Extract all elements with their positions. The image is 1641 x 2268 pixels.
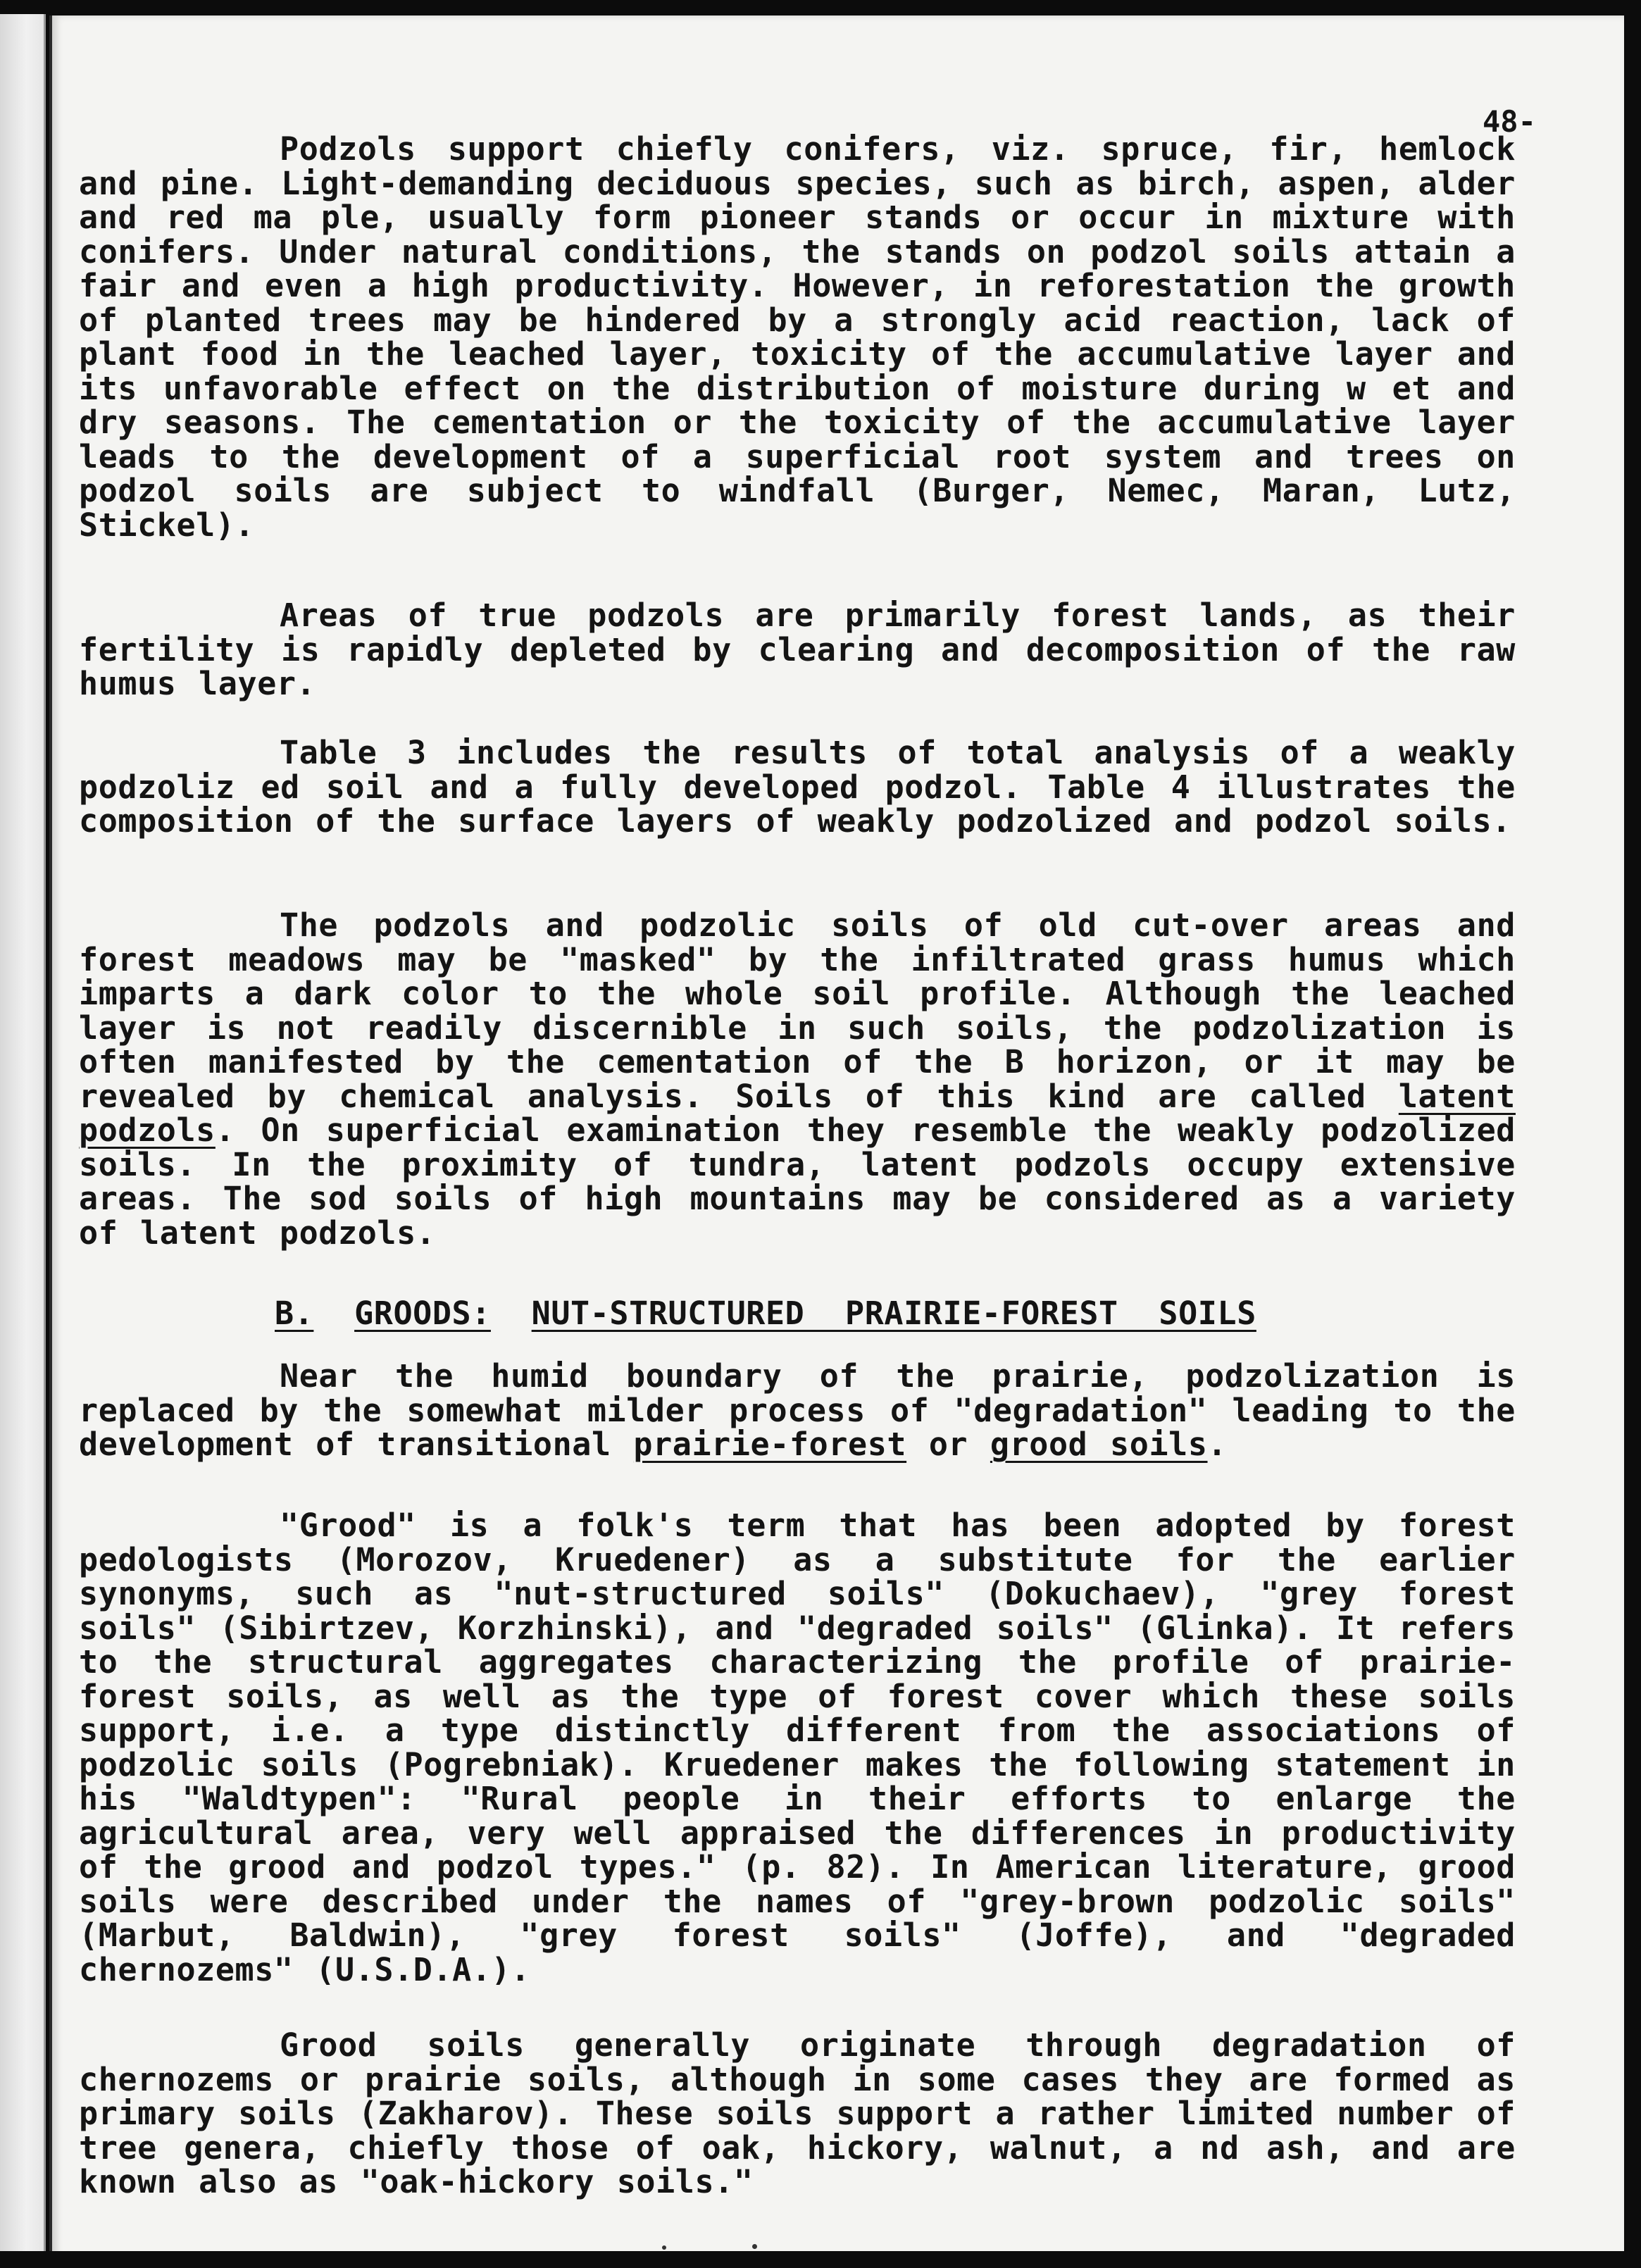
paragraph-grood-origin: Grood soils generally originate through degradation of chernozems or prairie soils, although in some cases they are formed as primary soils (Zakharov). These soils support a rather limited number of tree genera, chiefly those of oak, hickory, walnut, a nd ash, and are known also as "oak-hickory soils.": [79, 2026, 1516, 2200]
term-latent-podzols: latent podzols: [79, 1077, 1516, 1149]
paragraph-degradation: Near the humid boundary of the prairie, podzolization is replaced by the somewhat milder process of "degradation" leading to the development of transitional prairie-forest or grood soils.: [79, 1357, 1516, 1463]
paragraph-true-podzols: Areas of true podzols are primarily forest lands, as their fertility is rapidly depleted by clearing and decomposition of the raw humus layer.: [79, 597, 1516, 702]
paragraph-tables: Table 3 includes the results of total analysis of a weakly podzoliz ed soil and a fully developed podzol. Table 4 illustrates the composition of the surface layers of weakly podzolized and podzol soils.: [79, 734, 1516, 840]
paragraph-grood-term: "Grood" is a folk's term that has been adopted by forest pedologists (Morozov, Kruedener) as a substitute for the earlier synonyms, such as "nut-structured soils" (Dokuchaev), "grey forest soils" (Sibirtzev, Korzhinski), and "degraded soils" (Glinka). It refers to the structural aggregates characterizing the profile of prairie-forest soils, as well as the type of forest cover which these soils support, i.e. a type distinctly different from the associations of podzolic soils (Pogrebniak). Kruedener makes the following statement in his "Waldtypen": "Rural people in their efforts to enlarge the agricultural area, very well appraised the differences in productivity of the grood and podzol types." (p. 82). In American literature, grood soils were described under the names of "grey-brown podzolic soils" (Marbut, Baldwin), "grey forest soils" (Joffe), and "degraded chernozems" (U.S.D.A.).: [79, 1507, 1516, 1988]
adjacent-page-edge: [0, 14, 46, 2268]
scan-speck: [662, 2245, 666, 2250]
term-grood-soils: grood soils: [990, 1426, 1208, 1463]
scan-speck: [752, 2244, 757, 2249]
section-heading: B. GROODS: NUT-STRUCTURED PRAIRIE-FOREST SOILS: [275, 1295, 1256, 1332]
term-prairie-forest: prairie-forest: [633, 1426, 907, 1463]
page-number: 48-: [1483, 104, 1536, 139]
paragraph-conifers: Podzols support chiefly conifers, viz. spruce, fir, hemlock and pine. Light-demanding deciduous species, such as birch, aspen, alder and red ma ple, usually form pioneer stands or occur in mixture with conifers. Under natural conditions, the stands on podzol soils attain a fair and even a high productivity. However, in reforestation the growth of planted trees may be hindered by a strongly acid reaction, lack of plant food in the leached layer, toxicity of the accumulative layer and its unfavorable effect on the distribution of moisture during w et and dry seasons. The cementation or the toxicity of the accumulative layer leads to the development of a superficial root system and trees on podzol soils are subject to windfall (Burger, Nemec, Maran, Lutz, Stickel).: [79, 130, 1516, 544]
paragraph-latent-podzols: The podzols and podzolic soils of old cut-over areas and forest meadows may be "masked" by the infiltrated grass humus which imparts a dark color to the whole soil profile. Although the leached layer is not readily discernible in such soils, the podzolization is often manifested by the cementation of the B horizon, or it may be revealed by chemical analysis. Soils of this kind are called latent podzols. On superficial examination they resemble the weakly podzolized soils. In the proximity of tundra, latent podzols occupy extensive areas. The sod soils of high mountains may be considered as a variety of latent podzols.: [79, 906, 1516, 1252]
scan-border: [0, 2251, 1641, 2268]
